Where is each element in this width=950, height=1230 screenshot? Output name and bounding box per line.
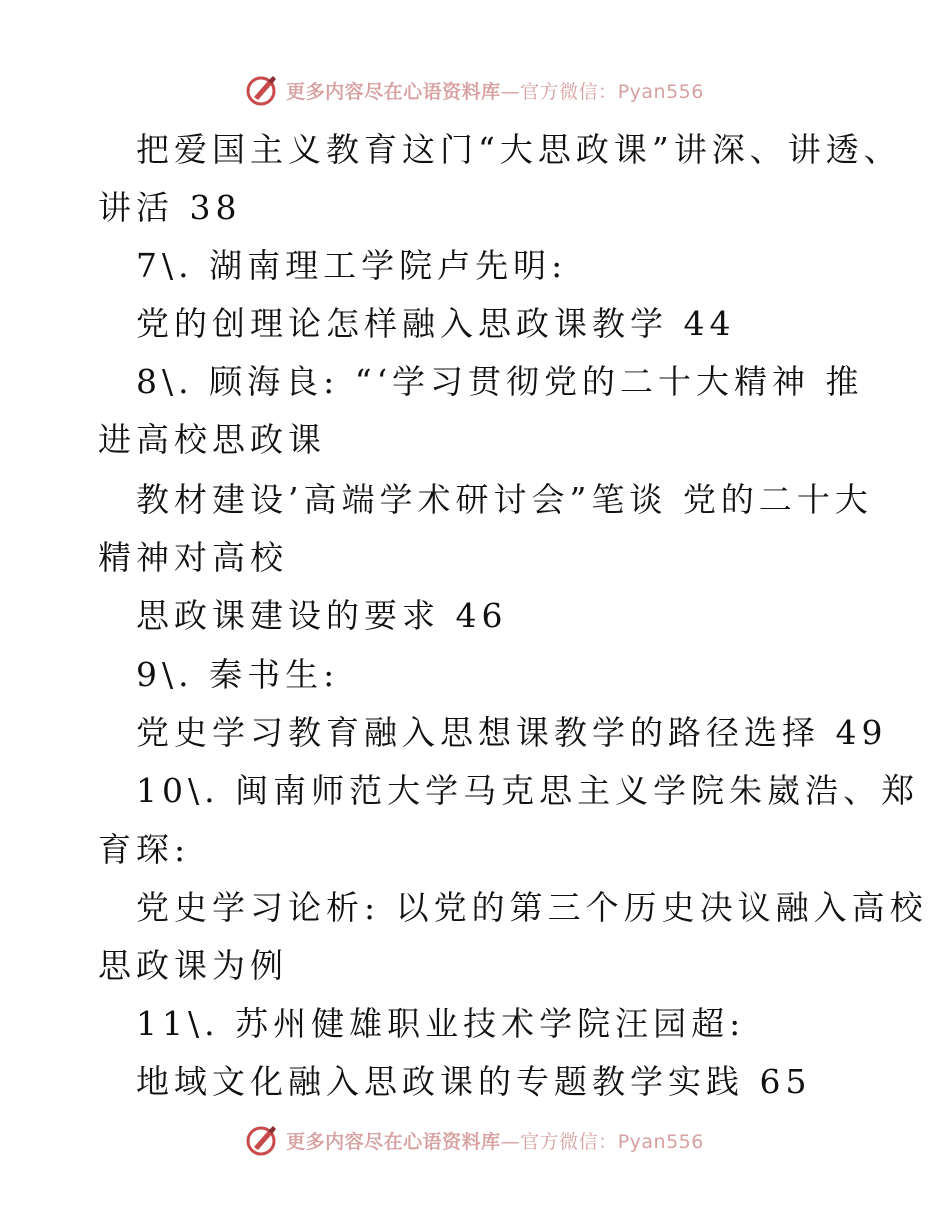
pen-logo-icon bbox=[246, 1123, 280, 1157]
text-line: 党史学习教育融入思想课教学的路径选择 49 bbox=[136, 713, 888, 752]
text-line: 思政课为例 bbox=[98, 946, 288, 985]
footer-watermark bbox=[0, 1120, 950, 1160]
watermark-text: 更多内容尽在心语资料库—官方微信：Pyan556 bbox=[286, 1130, 704, 1153]
text-line: 党史学习论析: 以党的第三个历史决议融入高校 bbox=[136, 888, 928, 927]
text-line: 10\. 闽南师范大学马克思主义学院朱崴浩、郑 bbox=[136, 771, 920, 810]
header-watermark bbox=[0, 70, 950, 110]
text-line: 思政课建设的要求 46 bbox=[136, 596, 508, 635]
text-line: 11\. 苏州健雄职业技术学院汪园超: bbox=[136, 1004, 746, 1043]
text-line: 教材建设’高端学术研讨会”笔谈 党的二十大 bbox=[136, 480, 873, 519]
text-line: 8\. 顾海良: “‘学习贯彻党的二十大精神 推 bbox=[136, 362, 864, 401]
watermark-text: 更多内容尽在心语资料库—官方微信：Pyan556 bbox=[286, 80, 704, 103]
text-line: 进高校思政课 bbox=[98, 420, 326, 459]
text-line: 把爱国主义教育这门“大思政课”讲深、讲透、 bbox=[136, 130, 902, 169]
text-line: 党的创理论怎样融入思政课教学 44 bbox=[136, 304, 736, 343]
text-line: 9\. 秦书生: bbox=[136, 655, 340, 694]
pen-logo-icon bbox=[246, 73, 280, 107]
text-line: 精神对高校 bbox=[98, 538, 288, 577]
text-line: 育琛: bbox=[98, 830, 191, 869]
text-line: 讲活 38 bbox=[98, 188, 242, 227]
text-line: 7\. 湖南理工学院卢先明: bbox=[136, 246, 568, 285]
text-line: 地域文化融入思政课的专题教学实践 65 bbox=[136, 1062, 812, 1101]
